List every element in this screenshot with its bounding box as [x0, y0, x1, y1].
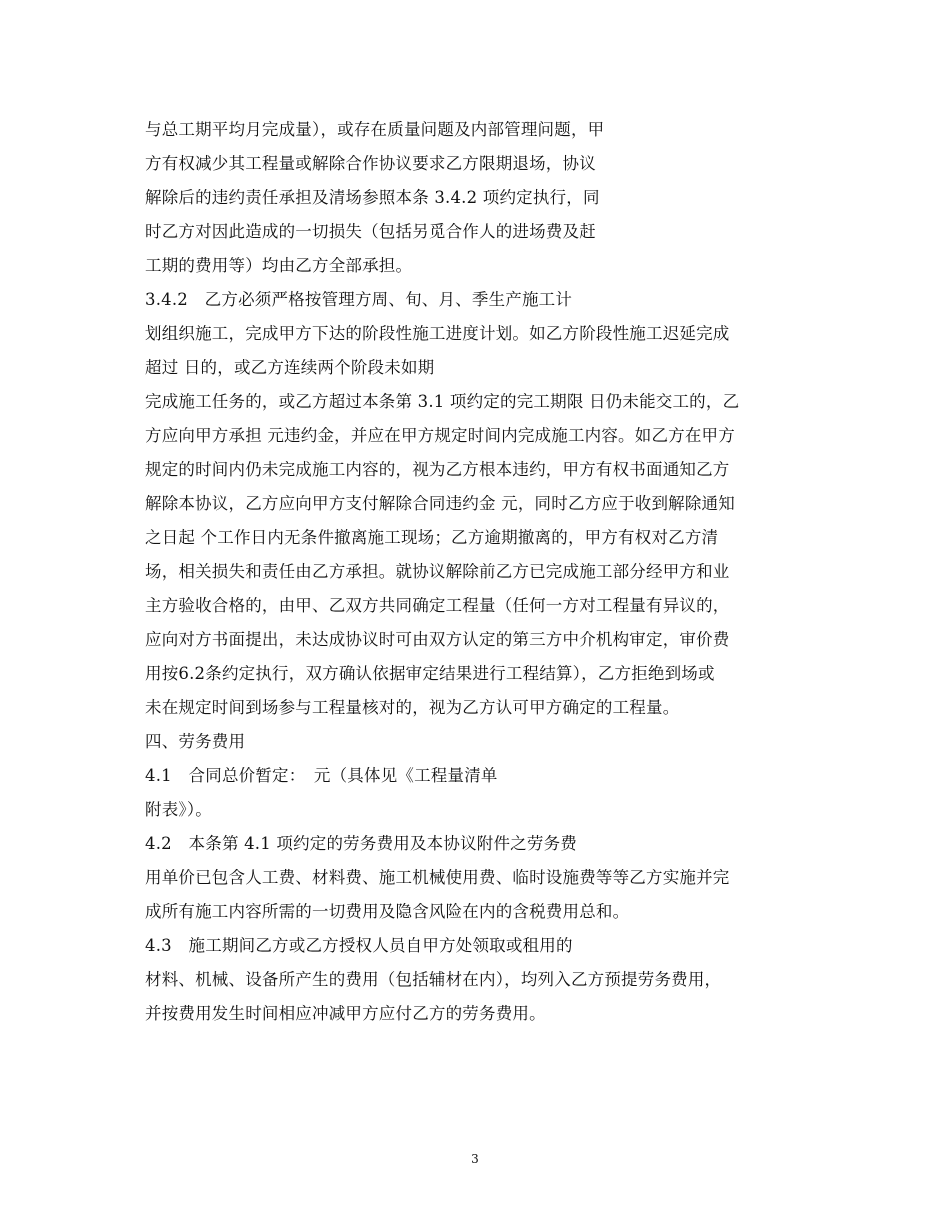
text-line: 方应向甲方承担 元违约金，并应在甲方规定时间内完成施工内容。如乙方在甲方	[145, 426, 735, 445]
text-line: 解除本协议，乙方应向甲方支付解除合同违约金 元，同时乙方应于收到解除通知	[145, 494, 735, 513]
text-line: 规定的时间内仍未完成施工内容的，视为乙方根本违约，甲方有权书面通知乙方	[145, 460, 730, 479]
text-line: 完成施工任务的，或乙方超过本条第 3.1 项约定的完工期限 日仍未能交工的，乙	[145, 392, 740, 411]
text-line: 时乙方对因此造成的一切损失（包括另觅合作人的进场费及赶	[145, 222, 596, 241]
text-line: 用按6.2条约定执行，双方确认依据审定结果进行工程结算），乙方拒绝到场或	[145, 664, 715, 683]
section-heading-4-3: 4.3 施工期间乙方或乙方授权人员自甲方处领取或租用的	[145, 936, 573, 955]
section-heading-4-2: 4.2 本条第 4.1 项约定的劳务费用及本协议附件之劳务费	[145, 834, 577, 853]
text-line: 附表》）。	[145, 800, 212, 819]
text-line: 工期的费用等）均由乙方全部承担。	[145, 256, 413, 275]
text-line: 用单价已包含人工费、材料费、施工机械使用费、临时设施费等等乙方实施并完	[145, 868, 730, 887]
text-line: 划组织施工，完成甲方下达的阶段性施工进度计划。如乙方阶段性施工迟延完成	[145, 324, 730, 343]
section-heading-3-4-2: 3.4.2 乙方必须严格按管理方周、旬、月、季生产施工计	[145, 290, 573, 309]
text-line: 超过 日的，或乙方连续两个阶段未如期	[145, 358, 435, 377]
section-heading-labor-fees: 四、劳务费用	[145, 732, 246, 751]
page-number: 3	[471, 1152, 479, 1166]
text-line: 应向对方书面提出，未达成协议时可由双方认定的第三方中介机构审定，审价费	[145, 630, 730, 649]
text-line: 材料、机械、设备所产生的费用（包括辅材在内），均列入乙方预提劳务费用，	[145, 970, 722, 989]
text-line: 与总工期平均月完成量），或存在质量问题及内部管理问题，甲	[145, 120, 605, 139]
section-heading-4-1: 4.1 合同总价暂定： 元（具体见《工程量清单	[145, 766, 498, 785]
text-line: 场，相关损失和责任由乙方承担。就协议解除前乙方已完成施工部分经甲方和业	[145, 562, 730, 581]
text-line: 方有权减少其工程量或解除合作协议要求乙方限期退场，协议	[145, 154, 596, 173]
text-line: 成所有施工内容所需的一切费用及隐含风险在内的含税费用总和。	[145, 902, 630, 921]
text-line: 解除后的违约责任承担及清场参照本条 3.4.2 项约定执行，同	[145, 188, 600, 207]
text-line: 未在规定时间到场参与工程量核对的，视为乙方认可甲方确定的工程量。	[145, 698, 680, 717]
text-line: 并按费用发生时间相应冲减甲方应付乙方的劳务费用。	[145, 1004, 546, 1023]
text-line: 之日起 个工作日内无条件撤离施工现场；乙方逾期撤离的，甲方有权对乙方清	[145, 528, 719, 547]
text-line: 主方验收合格的，由甲、乙双方共同确定工程量（任何一方对工程量有异议的，	[145, 596, 730, 615]
